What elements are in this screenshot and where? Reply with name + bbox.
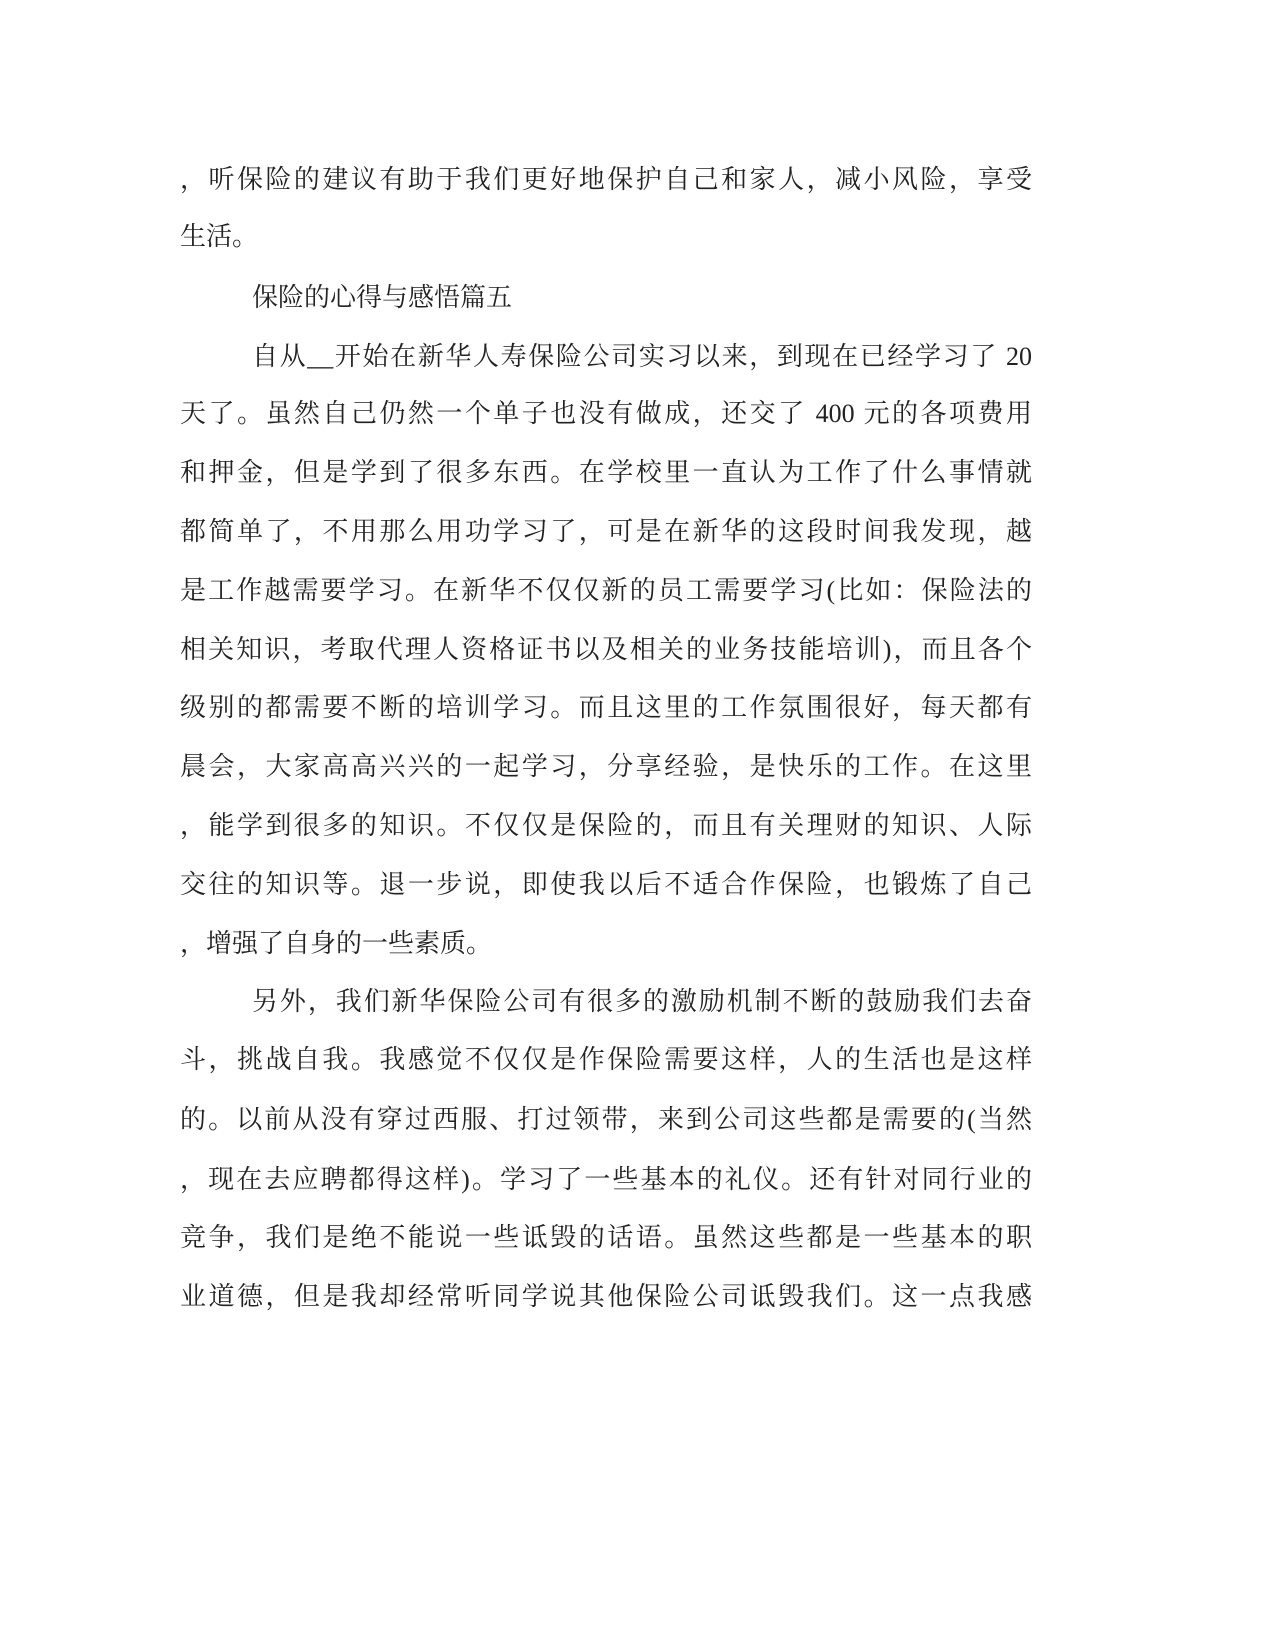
text-line: 另外，我们新华保险公司有很多的激励机制不断的鼓励我们去奋 [252,987,1032,1016]
text-line: 斗，挑战自我。我感觉不仅仅是作保险需要这样，人的生活也是这样 [180,1045,1032,1074]
text-line: 的。以前从没有穿过西服、打过领带，来到公司这些都是需要的(当然 [180,1105,1032,1134]
text-line: ，能学到很多的知识。不仅仅是保险的，而且有关理财的知识、人际 [180,811,1032,840]
text-line: 和押金，但是学到了很多东西。在学校里一直认为工作了什么事情就 [180,458,1032,487]
text-line: 交往的知识等。退一步说，即使我以后不适合作保险，也锻炼了自己 [180,870,1032,899]
text-line: 生活。 [180,222,259,251]
text-line: 晨会，大家高高兴兴的一起学习，分享经验，是快乐的工作。在这里 [180,752,1032,781]
text-line: 是工作越需要学习。在新华不仅仅新的员工需要学习(比如：保险法的 [180,576,1032,605]
text-line: ，现在去应聘都得这样)。学习了一些基本的礼仪。还有针对同行业的 [180,1165,1032,1194]
text-line: 级别的都需要不断的培训学习。而且这里的工作氛围很好，每天都有 [180,693,1032,722]
text-line: 竞争，我们是绝不能说一些诋毁的话语。虽然这些都是一些基本的职 [180,1223,1032,1252]
text-line: 相关知识，考取代理人资格证书以及相关的业务技能培训)，而且各个 [180,635,1032,664]
text-line: 业道德，但是我却经常听同学说其他保险公司诋毁我们。这一点我感 [180,1282,1032,1311]
text-line: 天了。虽然自己仍然一个单子也没有做成，还交了 400 元的各项费用 [180,399,1032,428]
text-line: 都简单了，不用那么用功学习了，可是在新华的这段时间我发现，越 [180,517,1032,546]
text-line: ，增强了自身的一些素质。 [180,929,493,958]
text-line: 自从__开始在新华人寿保险公司实习以来，到现在已经学习了 20 [252,342,1032,371]
text-line: ，听保险的建议有助于我们更好地保护自己和家人，减小风险，享受 [180,165,1032,194]
section-heading: 保险的心得与感悟篇五 [252,283,513,312]
